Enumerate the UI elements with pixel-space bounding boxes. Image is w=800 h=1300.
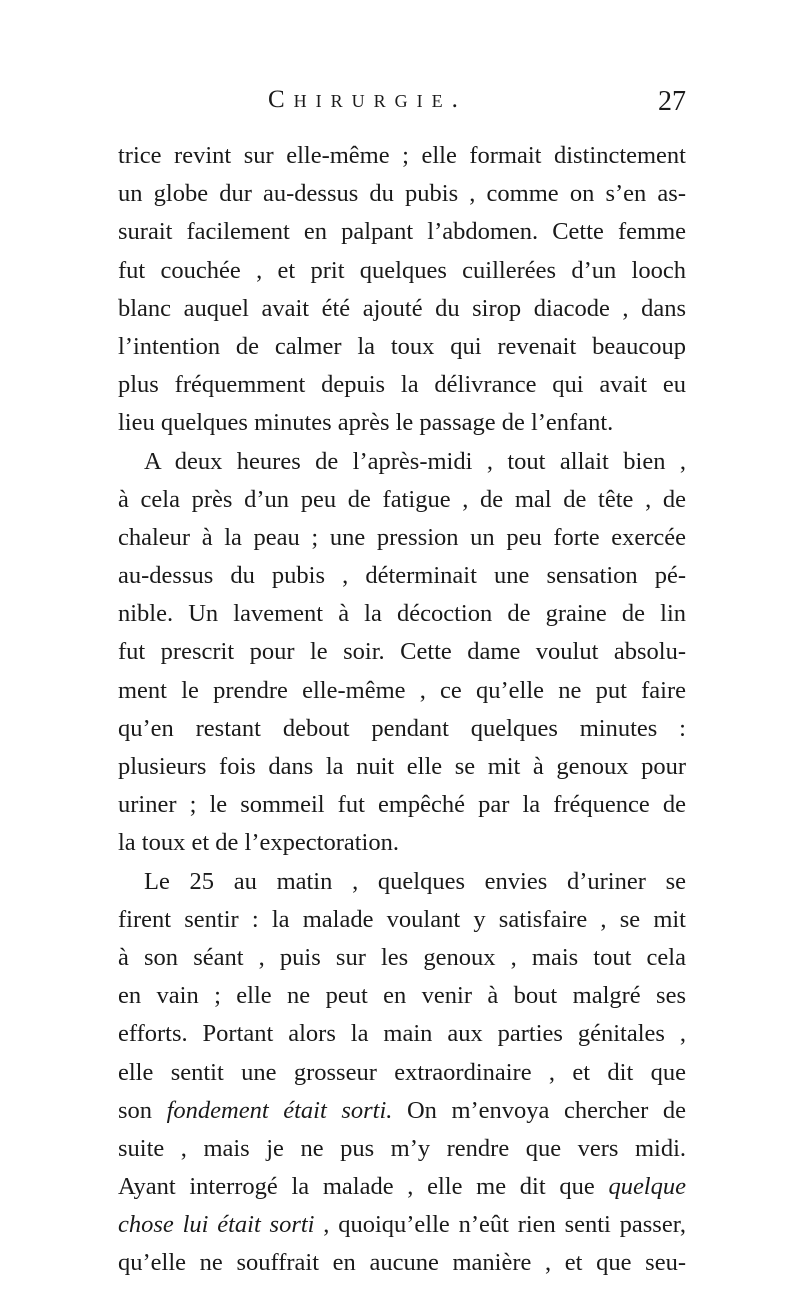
text-line-with-italic <box>118 1206 686 1244</box>
paragraph-start-line: Le 25 au matin , quelques envies d’uriner se <box>144 867 686 895</box>
text-line: fut couchée , et prit quelques cuillerées d’un looch <box>118 256 686 284</box>
text-line: en vain ; elle ne peut en venir à bout malgré ses <box>118 982 686 1010</box>
text-line: blanc auquel avait été ajouté du sirop diacode , dans <box>118 294 686 322</box>
text-line: l’intention de calmer la toux qui revenait beaucoup <box>118 332 686 360</box>
text-line: à son séant , puis sur les genoux , mais tout cela <box>118 943 686 971</box>
text-line: à cela près d’un peu de fatigue , de mal de tête , de <box>118 485 686 513</box>
text-line: firent sentir : la malade voulant y satisfaire , se mit <box>118 905 686 933</box>
text-line: uriner ; le sommeil fut empêché par la fréquence de <box>118 791 686 819</box>
text-line: au-dessus du pubis , déterminait une sensation pé- <box>118 562 686 590</box>
text-line: elle sentit une grosseur extraordinaire , et dit que <box>118 1058 686 1086</box>
text-segment: , quoiqu’elle n’eût rien senti passer, <box>314 1211 686 1239</box>
text-segment: son <box>118 1096 167 1124</box>
italic-text-segment: chose lui était sorti <box>118 1211 315 1239</box>
text-line-with-italic <box>118 1092 686 1130</box>
text-line: efforts. Portant alors la main aux parties génitales , <box>118 1020 686 1048</box>
text-line: surait facilement en palpant l’abdomen. Cette femme <box>118 218 686 246</box>
text-line: trice revint sur elle-même ; elle formait distinctement <box>118 142 686 169</box>
text-segment: On m’envoya chercher de <box>392 1096 686 1124</box>
text-line: qu’elle ne souffrait en aucune manière , et que seu- <box>118 1249 686 1277</box>
text-line: la toux et de l’expectoration. <box>118 829 399 857</box>
text-line: chaleur à la peau ; une pression un peu forte exercée <box>118 523 686 551</box>
text-line-with-italic <box>118 1168 686 1206</box>
text-line: suite , mais je ne pus m’y rendre que vers midi. <box>118 1134 686 1162</box>
text-line: lieu quelques minutes après le passage de l’enfant. <box>118 409 614 437</box>
text-line: fut prescrit pour le soir. Cette dame voulut absolu- <box>118 638 686 666</box>
text-line: un globe dur au-dessus du pubis , comme on s’en as- <box>118 180 686 208</box>
text-line: ment le prendre elle-même , ce qu’elle ne put faire <box>118 676 686 704</box>
italic-text-segment: quelque <box>608 1173 686 1201</box>
italic-text-segment: fondement était sorti. <box>166 1096 393 1124</box>
text-line: qu’en restant debout pendant quelques minutes : <box>118 714 686 742</box>
text-line: plusieurs fois dans la nuit elle se mit à genoux pour <box>118 753 686 780</box>
text-segment: Ayant interrogé la malade , elle me dit que <box>118 1173 609 1201</box>
paragraph-start-line: A deux heures de l’après-midi , tout allait bien , <box>144 447 686 475</box>
body-text <box>118 137 686 1283</box>
running-head <box>118 86 686 126</box>
running-title: Chirurgie. <box>268 86 467 113</box>
text-line: plus fréquemment depuis la délivrance qui avait eu <box>118 371 686 399</box>
page-number: 27 <box>658 86 686 117</box>
text-line: nible. Un lavement à la décoction de graine de lin <box>118 600 686 628</box>
